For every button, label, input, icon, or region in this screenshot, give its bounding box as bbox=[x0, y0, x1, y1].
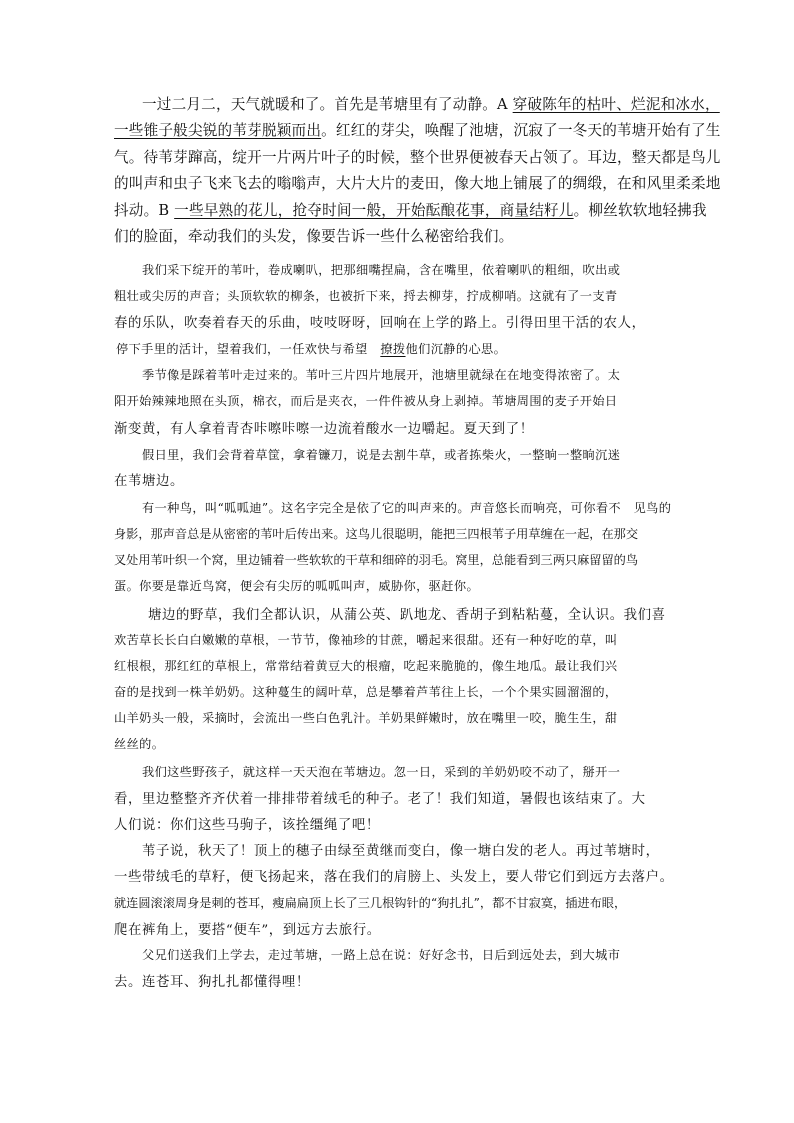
text-line bbox=[114, 470, 184, 489]
text-line bbox=[114, 392, 618, 409]
text-run: 一过二月二，天气就暖和了。首先是苇塘里有了动静。A bbox=[142, 96, 513, 113]
text-line bbox=[142, 446, 620, 463]
text-line bbox=[114, 631, 618, 648]
text-line bbox=[114, 287, 618, 304]
text-run: 我们这些野孩子，就这样一天天泡在苇塘边。忽一日，采到的羊奶奶咬不动了，掰开一 bbox=[142, 765, 621, 779]
text-line bbox=[142, 93, 720, 114]
text-run: 塘边的野草，我们全都认识，从蒲公英、趴地龙、香胡子到粘粘蔓，全认识。我们喜 bbox=[148, 608, 666, 623]
text-line bbox=[142, 946, 620, 963]
text-line bbox=[114, 657, 618, 674]
text-run: 一些带绒毛的草籽，便飞扬起来，落在我们的肩膀上、头发上，要人带它们到远方去落户。 bbox=[114, 870, 674, 885]
text-run: 我们采下绽开的苇叶，卷成喇叭，把那细嘴捏扁，含在嘴里，依着喇叭的粗细，吹出或 bbox=[142, 263, 621, 277]
text-run: 季节像是踩着苇叶走过来的。苇叶三片四片地展开，池塘里就绿在在地变得浓密了。太 bbox=[142, 368, 621, 382]
text-run: 奋的是找到一株羊奶奶。这种蔓生的阔叶草，总是攀着芦苇往上长，一个个果实圆溜溜的， bbox=[114, 685, 618, 699]
text-run: 红根根，那红红的草根上，常常结着黄豆大的根瘤，吃起来脆脆的，像生地瓜。最让我们兴 bbox=[114, 659, 618, 673]
text-run: 人们说：你们这些马驹子，该拴缰绳了吧！ bbox=[114, 818, 380, 833]
text-line bbox=[114, 225, 513, 246]
text-run: 抖动。B bbox=[114, 202, 175, 219]
text-line bbox=[116, 340, 506, 357]
text-line bbox=[114, 551, 638, 568]
text-line bbox=[114, 146, 721, 167]
text-line bbox=[114, 866, 674, 885]
text-run: 看，里边整整齐齐伏着一排排带着绒毛的种子。老了！我们知道，暑假也该结束了。大 bbox=[114, 792, 646, 807]
text-line bbox=[142, 366, 620, 383]
text-line bbox=[114, 312, 646, 331]
text-run: 阳开始辣辣地照在头顶，棉衣，而后是夹衣，一件件被从身上剥掉。苇塘周围的麦子开始日 bbox=[114, 394, 618, 408]
text-run: 有一种鸟，叫“呱呱迪”。这名字完全是依了它的叫声来的。声音悠长而响亮，可你看不 见鸟的 bbox=[142, 501, 672, 515]
text-line bbox=[114, 735, 164, 752]
text-line bbox=[142, 840, 660, 859]
text-run: 。红红的芽尖，唤醒了池塘，沉寂了一冬天的苇塘开始有了生 bbox=[321, 122, 721, 139]
text-run: 去。连苍耳、狗扎扎都懂得哩！ bbox=[114, 975, 310, 990]
text-line bbox=[142, 763, 620, 780]
text-line bbox=[114, 172, 721, 193]
text-line bbox=[114, 683, 618, 700]
text-run: 爬在裤角上，要搭“便车”，到远方去旅行。 bbox=[114, 923, 381, 938]
text-run: 蛋。你要是靠近鸟窝，便会有尖厉的呱呱叫声，威胁你，驱赶你。 bbox=[114, 579, 480, 593]
text-run: 身影，那声音总是从密密的苇叶后传出来。这鸟儿很聪明，能把三四根苇子用草缠在一起，在那交 bbox=[114, 527, 639, 541]
text-line bbox=[114, 788, 646, 807]
underlined-sentence-a: 穿破陈年的枯叶、烂泥和冰水， bbox=[512, 96, 720, 113]
text-run: 在苇塘边。 bbox=[114, 474, 184, 489]
underlined-word: 撩拨 bbox=[380, 342, 406, 356]
text-line bbox=[142, 499, 671, 516]
text-run: 的叫声和虫子飞来飞去的嗡嗡声，大片大片的麦田，像大地上铺展了的绸缎，在和风里柔柔地 bbox=[114, 175, 721, 192]
text-run: 丝丝的。 bbox=[114, 737, 165, 751]
text-run: 停下手里的活计，望着我们，一任欢快与希望 bbox=[116, 342, 381, 356]
text-run: 山羊奶头一般，采摘时，会流出一些白色乳汁。羊奶果鲜嫩时，放在嘴里一咬，脆生生，甜 bbox=[114, 711, 618, 725]
text-run: 春的乐队，吹奏着春天的乐曲，吱吱呀呀，回响在上学的路上。引得田里干活的农人， bbox=[114, 316, 646, 331]
text-line bbox=[114, 709, 618, 726]
text-line bbox=[148, 604, 666, 623]
text-run: 苇子说，秋天了！顶上的穗子由绿至黄继而变白，像一塘白发的老人。再过苇塘时， bbox=[142, 844, 660, 859]
text-line bbox=[114, 119, 721, 140]
text-run: 气。待苇芽蹿高，绽开一片两片叶子的时候，整个世界便被春天占领了。耳边，整天都是鸟儿 bbox=[114, 149, 721, 166]
text-line bbox=[114, 525, 638, 542]
text-run: 们的脸面，牵动我们的头发，像要告诉一些什么秘密给我们。 bbox=[114, 228, 514, 245]
text-run: 就连圆滚滚周身是刺的苍耳，瘦扁扁顶上长了三几根钩针的“狗扎扎”，都不甘寂寞，插进布眼， bbox=[114, 896, 627, 910]
text-run: 。柳丝软软地轻拂我 bbox=[573, 202, 707, 219]
text-line bbox=[142, 261, 620, 278]
text-line bbox=[114, 894, 626, 911]
text-run: 欢苦草长长白白嫩嫩的草根，一节节，像袖珍的甘蔗，嚼起来很甜。还有一种好吃的草，叫 bbox=[114, 633, 618, 647]
text-run: 叉处用苇叶织一个窝，里边铺着一些软软的干草和细碎的羽毛。窝里，总能看到三两只麻留留的鸟 bbox=[114, 553, 639, 567]
text-run: 渐变黄，有人拿着青杏咔嚓咔嚓一边流着酸水一边嚼起。夏天到了！ bbox=[114, 422, 534, 437]
underlined-sentence-a: 一些锥子般尖锐的苇芽脱颖而出 bbox=[114, 122, 322, 139]
underlined-sentence-b: 一些早熟的花儿，抢夺时间一般，开始酝酿花事，商量结籽儿 bbox=[174, 202, 574, 219]
text-run: 粗壮或尖厉的声音；头顶软软的柳条，也被折下来，捋去柳芽，拧成柳哨。这就有了一支青 bbox=[114, 289, 618, 303]
text-line bbox=[114, 577, 479, 594]
text-run: 父兄们送我们上学去，走过苇塘，一路上总在说：好好念书，日后到远处去，到大城市 bbox=[142, 948, 621, 962]
text-line bbox=[114, 814, 380, 833]
text-line bbox=[114, 919, 381, 938]
text-line bbox=[114, 418, 534, 437]
text-run: 他们沉静的心思。 bbox=[405, 342, 507, 356]
text-line bbox=[114, 971, 310, 990]
text-line bbox=[114, 199, 707, 220]
text-run: 假日里，我们会背着草筐，拿着镰刀，说是去割牛草，或者拣柴火，一整晌一整晌沉迷 bbox=[142, 448, 621, 462]
